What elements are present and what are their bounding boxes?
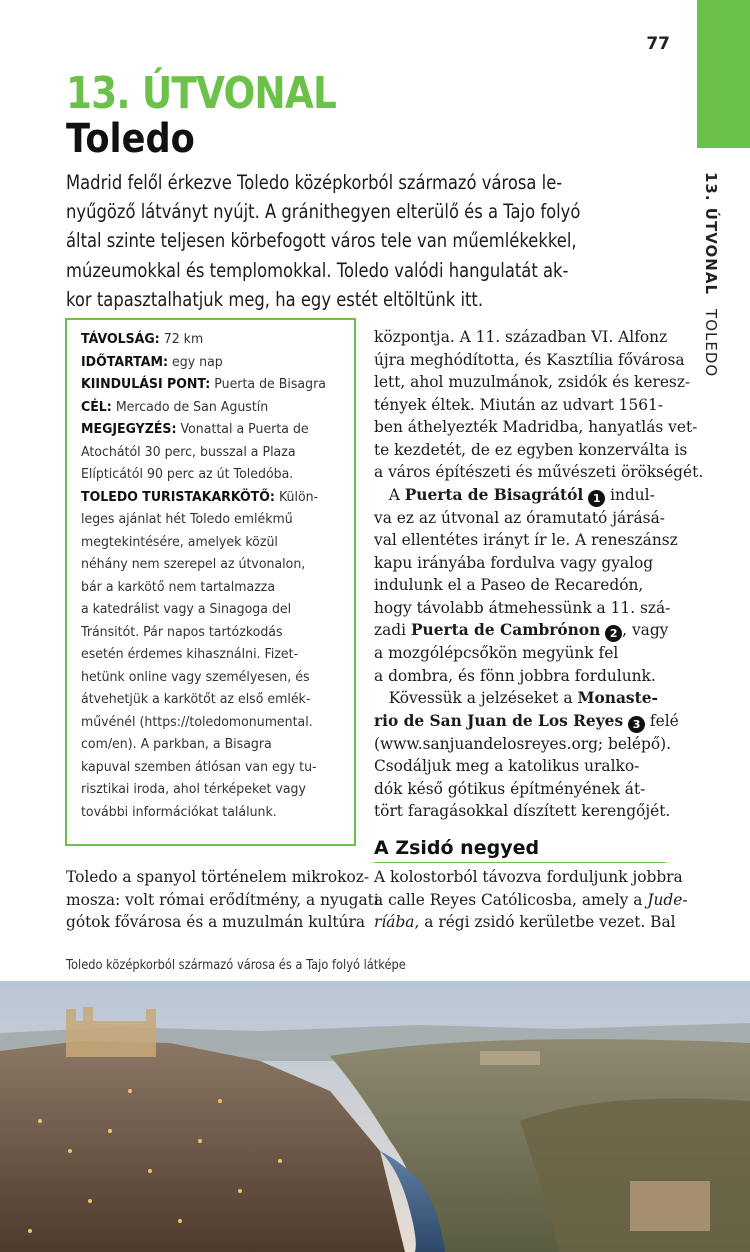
body-line: a város építészeti és művészeti örökségét. [374, 463, 704, 481]
body-line: a mozgólépcsőkön megyünk fel [374, 644, 619, 662]
info-label: CÉL: [81, 398, 112, 415]
right-column-text [374, 326, 704, 823]
chapter-tab [697, 0, 750, 148]
text-run: Kövessük a jelzéseket a [388, 689, 578, 707]
body-line: gótok fővárosa és a muzulmán kultúra [66, 913, 365, 931]
body-line: indulunk el a Paseo de Recaredón, [374, 576, 644, 594]
info-card-line: leges ajánlat hét Toledo emlékmű [81, 511, 293, 527]
photo-caption: Toledo középkorból származó városa és a Tajo folyó látképe [66, 958, 406, 973]
route-info-box [65, 318, 356, 846]
toledo-panorama-photo [0, 981, 750, 1252]
info-duration [81, 351, 335, 374]
side-running-head [702, 172, 720, 377]
info-goal [81, 396, 335, 419]
body-line [374, 619, 674, 642]
intro-line: nyűgöző látványt nyújt. A gránithegyen elterülő és a Tajo folyó [66, 200, 581, 224]
marker-3-icon: 3 [628, 716, 645, 733]
body-line: va ez az útvonal az óramutató járásá- [374, 508, 665, 527]
intro-line: Madrid felől érkezve Toledo középkorból származó városa le- [66, 171, 563, 194]
info-card-line: com/en). A parkban, a Bisagra [81, 736, 272, 752]
info-value: Puerta de Bisagra [214, 376, 326, 392]
body-line: te kezdetét, de ez egyben konzerválta is [374, 440, 688, 459]
info-card-line: kapuval szemben átlósan van egy tu- [81, 758, 317, 775]
info-value: Vonattal a Puerta de [180, 421, 309, 437]
info-card-line: risztikai iroda, ahol térképeket vagy [81, 781, 306, 797]
body-line: kapu irányába fordulva vagy gyalog [374, 553, 654, 572]
info-card-line: művénél (https://toledomonumental. [81, 713, 313, 730]
text-run: zadi [374, 621, 411, 639]
info-card-line: a katedrálist vagy a Sinagoga del [81, 601, 292, 617]
intro-paragraph [66, 168, 646, 314]
marker-1-icon: 1 [588, 490, 605, 507]
body-line: a dombra, és fönn jobbra fordulunk. [374, 666, 656, 685]
info-label: TÁVOLSÁG: [81, 331, 160, 347]
body-line: Csodáljuk meg a katolikus uralko- [374, 757, 640, 775]
info-card [81, 486, 335, 509]
info-card-line: átvehetjük a karkötőt az első emlék- [81, 691, 311, 707]
section-heading-jewish-quarter: A Zsidó negyed [374, 836, 666, 863]
place-name-monasterio-cont: rio de San Juan de Los Reyes [374, 711, 624, 730]
side-label-city: TOLEDO [702, 309, 720, 378]
info-note [81, 418, 335, 441]
info-label: IDŐTARTAM: [81, 353, 168, 370]
info-card-line: megtekintésére, amelyek közül [81, 533, 278, 550]
text-run: a calle Reyes Católicosba, amely a [374, 890, 648, 909]
info-label: MEGJEGYZÉS: [81, 421, 177, 437]
info-note-line: Atochától 30 perc, busszal a Plaza [81, 443, 296, 460]
body-line: ben áthelyezték Madridba, hanyatlás vet- [374, 418, 698, 436]
body-line: val ellentétes irányt ír le. A reneszánsz [374, 531, 678, 549]
side-label-route: 13. ÚTVONAL [702, 172, 720, 296]
intro-line: kor tapasztalhatjuk meg, ha egy estét eltöltünk itt. [66, 287, 484, 311]
info-distance [81, 328, 335, 351]
body-line [374, 710, 679, 733]
body-line: tények éltek. Miután az udvart 1561- [374, 395, 664, 414]
body-line [374, 484, 674, 507]
page-number: 77 [646, 34, 670, 54]
text-run-italic: Jude- [647, 890, 688, 909]
text-run: , vagy [622, 621, 669, 639]
info-value: Külön- [278, 488, 319, 505]
info-label: KIINDULÁSI PONT: [81, 376, 211, 392]
info-value: 72 km [163, 331, 204, 347]
body-line: tört faragásokkal díszített kerengőjét. [374, 802, 671, 820]
info-value: Mercado de San Agustín [115, 398, 269, 415]
info-note-line: Elípticától 90 perc az út Toledóba. [81, 466, 294, 482]
info-value: egy nap [171, 353, 223, 370]
body-line: Toledo a spanyol történelem mikrokoz- [66, 868, 370, 886]
info-card-line: esetén érdemes kihasználni. Fizet- [81, 646, 299, 662]
body-line: (www.sanjuandelosreyes.org; belépő). [374, 734, 672, 753]
marker-2-icon: 2 [605, 625, 622, 642]
text-run: indul- [605, 485, 655, 504]
info-card-line: Tránsitót. Pár napos tartózkodás [81, 623, 283, 640]
body-line: dók késő gótikus építményének át- [374, 779, 646, 798]
body-line: központja. A 11. században VI. Alfonz [374, 328, 668, 346]
section-text [374, 866, 688, 934]
text-run: , a régi zsidó kerületbe vezet. Bal [414, 913, 676, 931]
body-line: újra meghódította, és Kasztília fővárosa [374, 350, 685, 369]
info-label: TOLEDO TURISTAKARKÖTŐ: [81, 488, 275, 505]
text-run-italic: ríába [374, 913, 415, 931]
text-run: felé [645, 711, 679, 730]
body-line: mosza: volt római erődítmény, a nyugati [66, 890, 379, 909]
body-line: lett, ahol muzulmánok, zsidók és keresz- [374, 373, 691, 391]
intro-line: múzeumokkal és templomokkal. Toledo valódi hangulatát ak- [66, 258, 569, 282]
body-line [374, 687, 674, 710]
intro-line: által szinte teljesen körbefogott város tele van műemlékekkel, [66, 229, 577, 253]
place-name-monasterio: Monaste- [577, 689, 658, 707]
info-card-line: hetünk online vagy személyesen, és [81, 668, 310, 685]
place-name-puerta-cambron: Puerta de Cambrónon [410, 621, 601, 639]
info-card-line: néhány nem szerepel az útvonalon, [81, 556, 306, 572]
left-column-text [66, 866, 379, 934]
text-run: A [388, 485, 405, 504]
body-line: A kolostorból távozva forduljunk jobbra [374, 868, 683, 886]
info-card-line: további információkat találunk. [81, 803, 277, 820]
place-name-puerta-bisagra: Puerta de Bisagrától [404, 485, 584, 504]
body-line: hogy távolabb átmehessünk a 11. szá- [374, 598, 671, 617]
body-line [374, 889, 688, 912]
route-title: 13. ÚTVONAL [66, 68, 336, 119]
info-card-line: bár a karkötő nem tartalmazza [81, 578, 276, 595]
info-start [81, 373, 335, 396]
city-title: Toledo [66, 116, 195, 162]
body-line [374, 911, 674, 934]
